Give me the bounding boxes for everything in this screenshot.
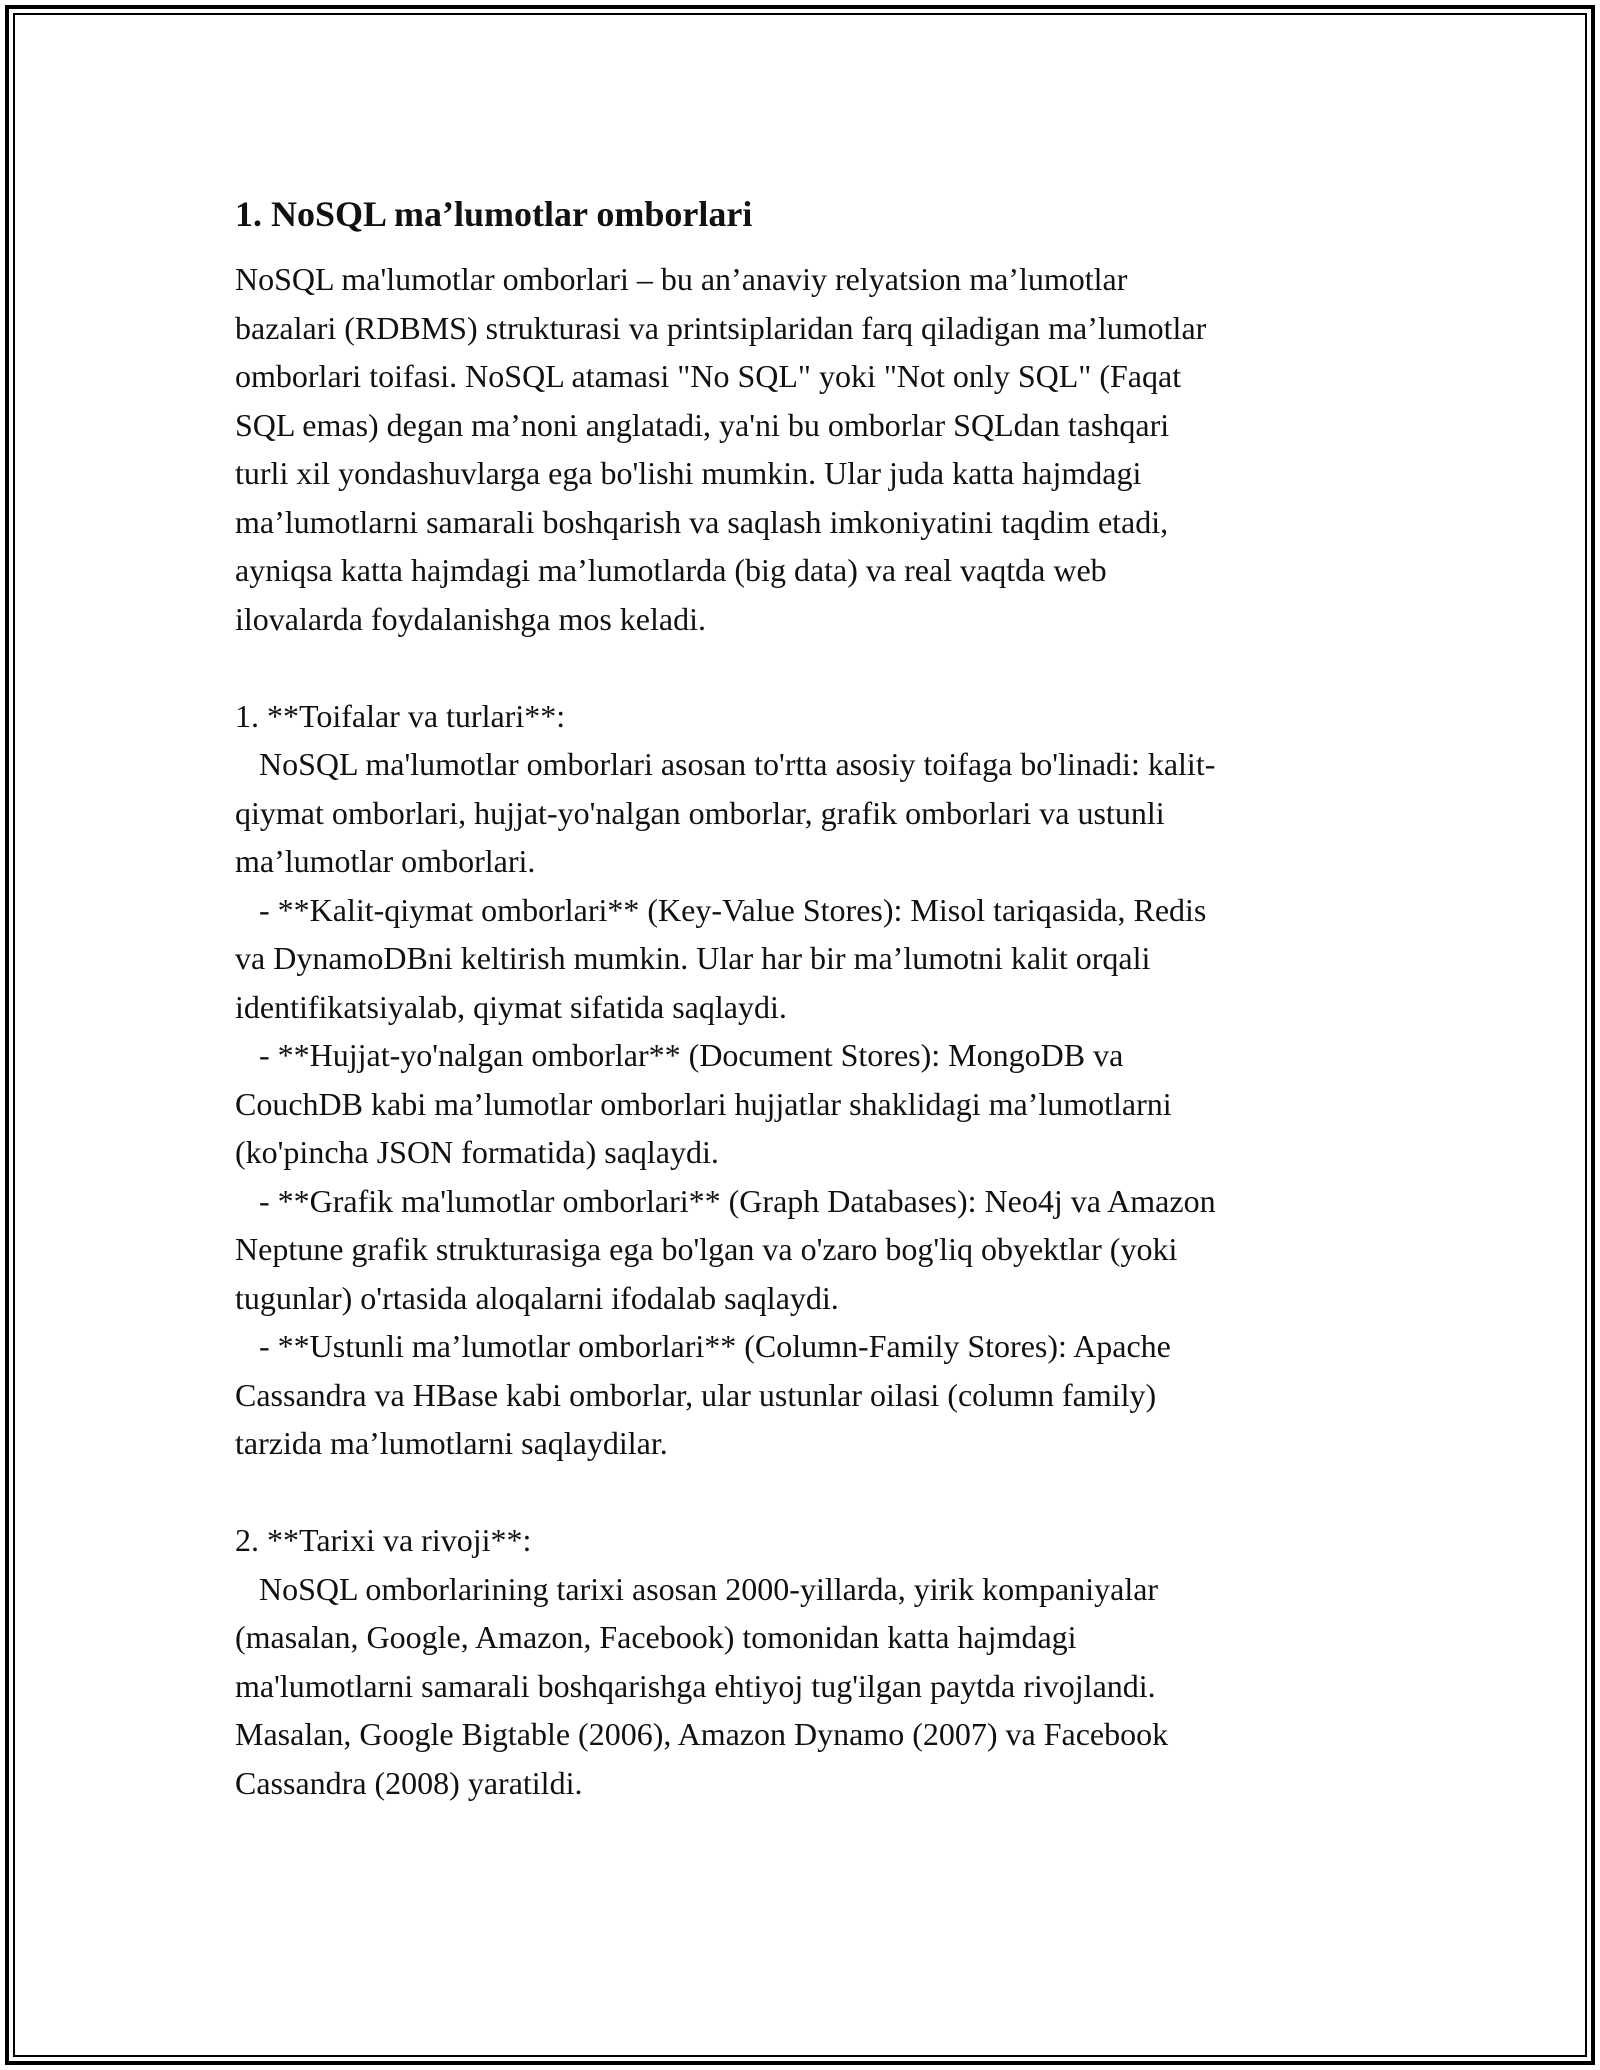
text-line: - **Hujjat-yo'nalgan omborlar** (Document Stores): MongoDB va [235, 1037, 1124, 1073]
text-line: - **Kalit-qiymat omborlari** (Key-Value Stores): Misol tariqasida, Redis [235, 891, 1207, 928]
text-line: Cassandra (2008) yaratildi. [235, 1764, 583, 1801]
blank-line [235, 1468, 1385, 1517]
text-line: NoSQL ma'lumotlar omborlari asosan to'rtta asosiy toifaga bo'linadi: kalit- [235, 746, 1216, 782]
list-item-heading: 2. **Tarixi va rivoji**: [235, 1522, 532, 1558]
text-line: omborlari toifasi. NoSQL atamasi "No SQL" yoki "Not only SQL" (Faqat [235, 358, 1182, 394]
blank-line [235, 643, 1385, 692]
text-line: (ko'pincha JSON formatida) saqlaydi. [235, 1134, 719, 1170]
text-line: - **Ustunli ma’lumotlar omborlari** (Column-Family Stores): Apache [235, 1328, 1171, 1364]
text-line: ma’lumotlar omborlari. [235, 843, 536, 879]
document-body [235, 185, 1385, 1807]
text-line: ma’lumotlarni samarali boshqarish va saqlash imkoniyatini taqdim etadi, [235, 503, 1169, 540]
text-line: turli xil yondashuvlarga ega bo'lishi mumkin. Ular juda katta hajmdagi [235, 455, 1142, 491]
text-line: - **Grafik ma'lumotlar omborlari** (Graph Databases): Neo4j va Amazon [235, 1182, 1216, 1219]
text-line: CouchDB kabi ma’lumotlar omborlari hujjatlar shaklidagi ma’lumotlarni [235, 1085, 1172, 1122]
section-heading: 1. NoSQL ma’lumotlar omborlari [235, 194, 753, 234]
text-line: ilovalarda foydalanishga mos keladi. [235, 600, 706, 637]
text-line: bazalari (RDBMS) strukturasi va printsiplaridan farq qiladigan ma’lumotlar [235, 309, 1207, 346]
text-line: NoSQL omborlarining tarixi asosan 2000-yillarda, yirik kompaniyalar [235, 1570, 1159, 1607]
text-line: Masalan, Google Bigtable (2006), Amazon Dynamo (2007) va Facebook [235, 1716, 1169, 1752]
text-line: NoSQL ma'lumotlar omborlari – bu an’anaviy relyatsion ma’lumotlar [235, 261, 1128, 297]
text-line: qiymat omborlari, hujjat-yo'nalgan omborlar, grafik omborlari va ustunli [235, 794, 1165, 831]
text-line: Neptune grafik strukturasiga ega bo'lgan va o'zaro bog'liq obyektlar (yoki [235, 1231, 1178, 1267]
list-item-heading: 1. **Toifalar va turlari**: [235, 697, 566, 734]
text-line: va DynamoDBni keltirish mumkin. Ular har bir ma’lumotni kalit orqali [235, 940, 1151, 976]
text-line: tarzida ma’lumotlarni saqlaydilar. [235, 1425, 668, 1461]
text-line: SQL emas) degan ma’noni anglatadi, ya'ni bu omborlar SQLdan tashqari [235, 406, 1170, 443]
text-line: tugunlar) o'rtasida aloqalarni ifodalab saqlaydi. [235, 1279, 839, 1316]
text-line: ayniqsa katta hajmdagi ma’lumotlarda (big data) va real vaqtda web [235, 552, 1107, 588]
text-line: ma'lumotlarni samarali boshqarishga ehtiyoj tug'ilgan paytda rivojlandi. [235, 1667, 1156, 1704]
text-lines [235, 255, 1385, 1807]
text-line: (masalan, Google, Amazon, Facebook) tomonidan katta hajmdagi [235, 1619, 1077, 1655]
text-line: identifikatsiyalab, qiymat sifatida saqlaydi. [235, 988, 787, 1025]
text-line: Cassandra va HBase kabi omborlar, ular ustunlar oilasi (column family) [235, 1376, 1157, 1413]
